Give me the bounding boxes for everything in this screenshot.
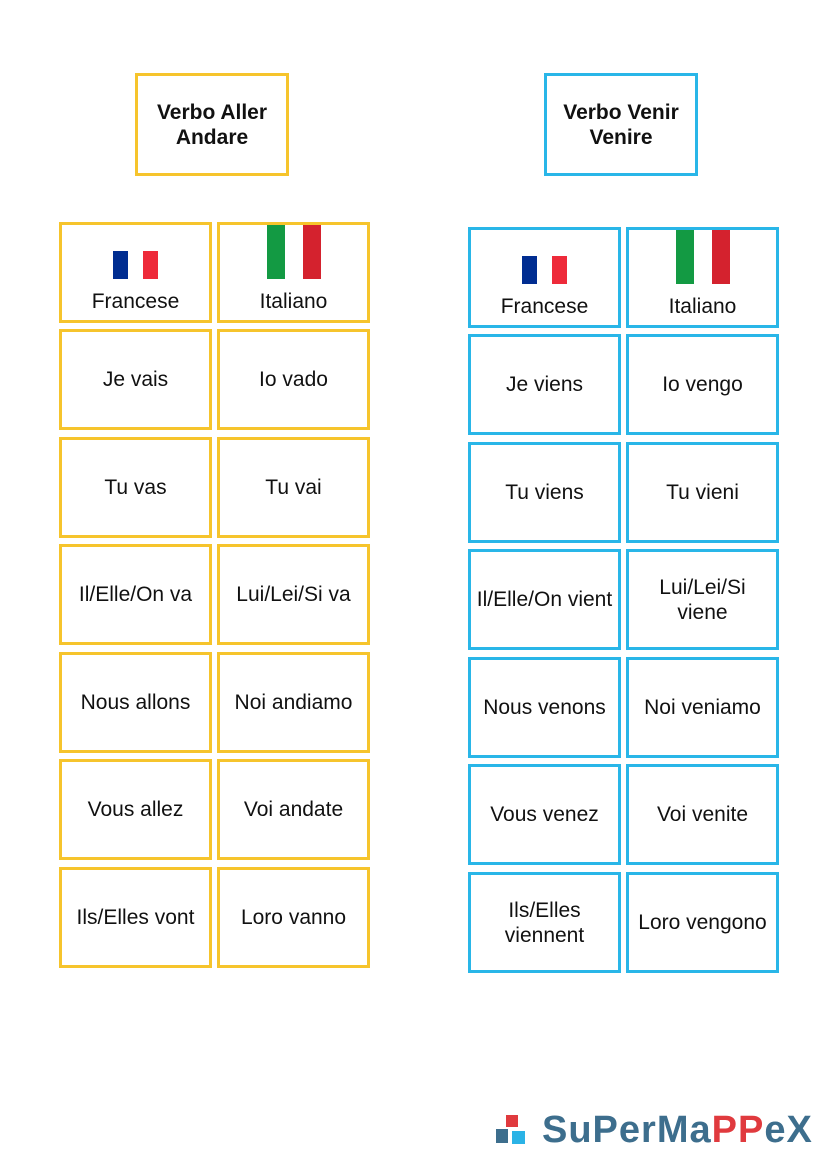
french-flag-icon	[113, 251, 158, 279]
cell-it-aller: Voi andate	[217, 759, 370, 860]
title-venir-french: Verbo Venir	[563, 100, 679, 124]
logo-text-accent: PP	[711, 1108, 765, 1151]
title-aller-italian: Andare	[175, 125, 249, 149]
cell-fr-aller: Nous allons	[59, 652, 212, 753]
logo-wordmark	[542, 1109, 813, 1152]
cell-fr-venir: Il/Elle/On vient	[468, 549, 621, 650]
header-francese-aller	[59, 222, 212, 323]
logo-text-after: eX	[764, 1108, 813, 1151]
supermappex-logo	[496, 1110, 813, 1150]
cell-fr-venir: Tu viens	[468, 442, 621, 543]
cell-it-aller: Noi andiamo	[217, 652, 370, 753]
cell-fr-venir: Ils/Elles viennent	[468, 872, 621, 973]
cell-fr-aller: Il/Elle/On va	[59, 544, 212, 645]
cell-it-venir: Noi veniamo	[626, 657, 779, 758]
italian-flag-icon	[267, 225, 321, 279]
cell-it-aller: Lui/Lei/Si va	[217, 544, 370, 645]
cell-it-aller: Tu vai	[217, 437, 370, 538]
supermappex-logo-icon	[496, 1113, 530, 1147]
cell-fr-aller: Ils/Elles vont	[59, 867, 212, 968]
cell-it-aller: Io vado	[217, 329, 370, 430]
cell-it-venir: Voi venite	[626, 764, 779, 865]
header-label: Italiano	[668, 295, 737, 318]
cell-fr-aller: Tu vas	[59, 437, 212, 538]
header-label: Francese	[500, 295, 589, 318]
header-italiano-venir	[626, 227, 779, 328]
title-venir-italian: Venire	[589, 125, 653, 149]
header-label: Francese	[91, 290, 180, 313]
title-venir	[544, 73, 698, 176]
italian-flag-icon	[676, 230, 730, 284]
title-aller-french: Verbo Aller	[156, 100, 268, 124]
cell-fr-venir: Nous venons	[468, 657, 621, 758]
cell-it-venir: Tu vieni	[626, 442, 779, 543]
header-label: Italiano	[259, 290, 328, 313]
cell-fr-venir: Je viens	[468, 334, 621, 435]
logo-text-before: SuPerMa	[542, 1108, 712, 1151]
cell-fr-aller: Je vais	[59, 329, 212, 430]
cell-it-venir: Lui/Lei/Si viene	[626, 549, 779, 650]
cell-it-venir: Loro vengono	[626, 872, 779, 973]
header-francese-venir	[468, 227, 621, 328]
cell-it-aller: Loro vanno	[217, 867, 370, 968]
title-aller	[135, 73, 289, 176]
french-flag-icon	[522, 256, 567, 284]
cell-it-venir: Io vengo	[626, 334, 779, 435]
header-italiano-aller	[217, 222, 370, 323]
cell-fr-venir: Vous venez	[468, 764, 621, 865]
cell-fr-aller: Vous allez	[59, 759, 212, 860]
